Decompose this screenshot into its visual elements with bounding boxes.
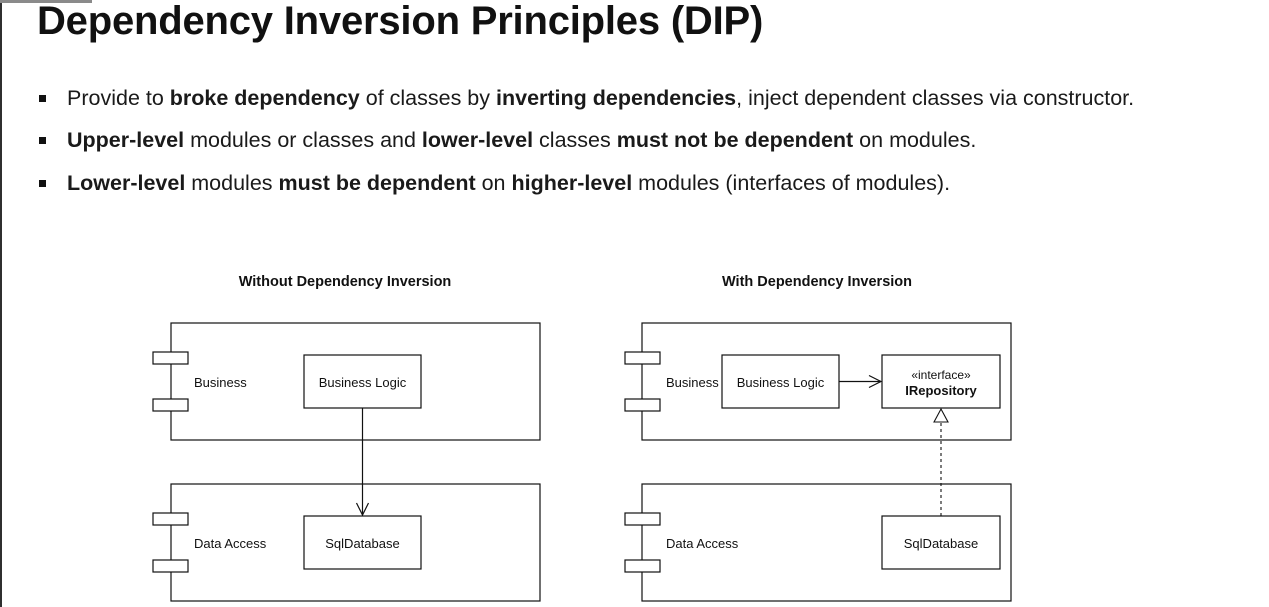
component-port-icon xyxy=(153,560,188,572)
bullet-item-2: Upper-level modules or classes and lower-level classes must not be dependent on modules. xyxy=(38,126,1218,155)
business-logic-label-right: Business Logic xyxy=(736,375,825,390)
diagram-with-inversion xyxy=(625,274,1011,601)
interface-stereotype-label: «interface» xyxy=(911,368,971,382)
sql-database-label-left: SqlDatabase xyxy=(325,536,400,551)
diagram-heading-with: With Dependency Inversion xyxy=(721,274,913,290)
component-port-icon xyxy=(625,513,660,525)
data-access-component-left xyxy=(153,484,540,601)
component-port-icon xyxy=(625,352,660,364)
business-component-right xyxy=(625,323,1011,440)
sql-database-label-right: SqlDatabase xyxy=(903,536,979,551)
component-port-icon xyxy=(625,560,660,572)
data-access-component-right xyxy=(625,484,1011,601)
data-access-label-right: Data Access xyxy=(666,536,739,551)
bullet-item-3: Lower-level modules must be dependent on higher-level modules (interfaces of modules). xyxy=(38,169,1218,198)
diagram-heading-without: Without Dependency Inversion xyxy=(238,274,452,290)
irepository-label: IRepository xyxy=(905,383,977,398)
page-title: Dependency Inversion Principles (DIP) xyxy=(37,0,764,43)
business-component-left xyxy=(153,323,540,440)
component-port-icon xyxy=(153,513,188,525)
diagram-without-inversion xyxy=(153,274,540,601)
component-port-icon xyxy=(625,399,660,411)
business-label-left: Business xyxy=(194,375,247,390)
bullet-item-1: Provide to broke dependency of classes by inverting dependencies, inject dependent classes via constructor. xyxy=(38,84,1218,113)
data-access-label-left: Data Access xyxy=(194,536,267,551)
component-port-icon xyxy=(153,352,188,364)
business-logic-label-left: Business Logic xyxy=(318,375,407,390)
component-port-icon xyxy=(153,399,188,411)
business-label-right: Business xyxy=(666,375,719,390)
